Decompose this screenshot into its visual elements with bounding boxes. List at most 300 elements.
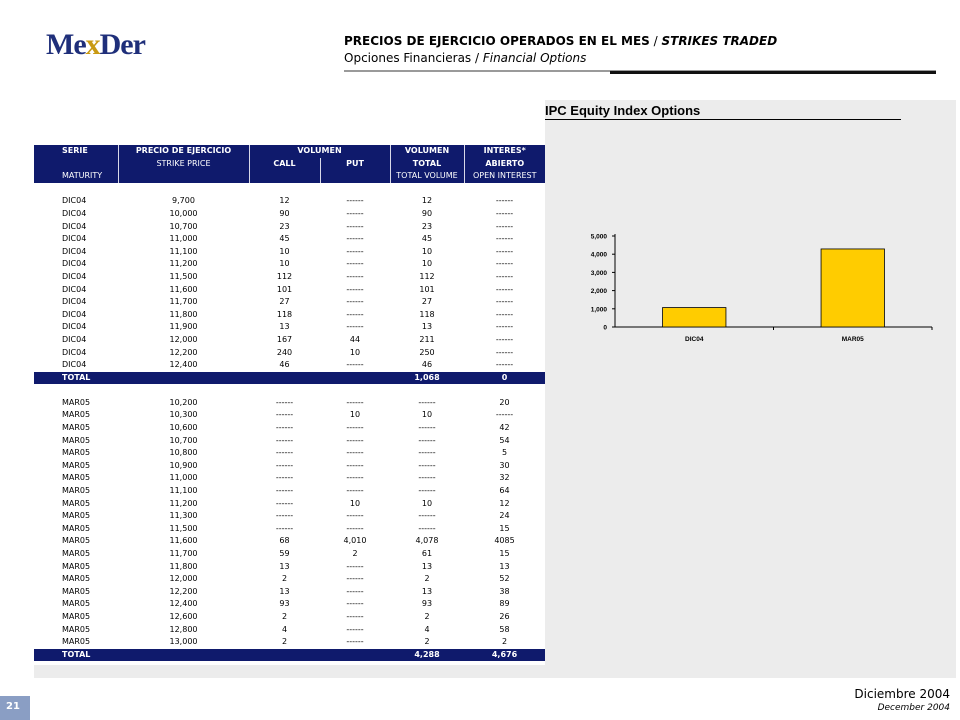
table-cell: ------ — [346, 448, 364, 458]
table-cell: MAR05 — [62, 586, 91, 596]
table-cell: DIC04 — [62, 234, 87, 244]
table-cell: 11,200 — [169, 498, 198, 508]
table-cell: ------ — [275, 448, 294, 458]
table-cell: 11,000 — [169, 473, 198, 483]
table-cell: 11,200 — [169, 259, 198, 269]
table-cell: ------ — [346, 637, 364, 647]
table-cell: MAR05 — [62, 460, 91, 470]
table-row — [34, 586, 545, 599]
table-cell: 10 — [421, 410, 433, 420]
table-row — [34, 422, 545, 435]
col-header-strike-price: STRIKE PRICE — [118, 158, 249, 171]
table-cell: ------ — [275, 410, 294, 420]
table-cell: DIC04 — [62, 334, 87, 344]
table-cell: ------ — [418, 397, 436, 407]
strikes-table-body — [34, 145, 545, 661]
table-row — [34, 409, 545, 422]
page-number: 21 — [6, 701, 20, 712]
table-cell: MAR05 — [62, 574, 91, 584]
table-cell: ------ — [275, 397, 294, 407]
bar-mar05 — [821, 249, 884, 327]
table-cell: 4 — [424, 624, 430, 634]
title-es: PRECIOS DE EJERCICIO OPERADOS EN EL MES — [344, 34, 650, 48]
table-cell: 2 — [424, 611, 430, 621]
table-cell: ------ — [346, 360, 364, 370]
table-cell: DIC04 — [62, 347, 87, 357]
y-tick-label: 3,000 — [590, 269, 607, 277]
table-cell: ------ — [418, 473, 436, 483]
table-row — [34, 435, 545, 448]
table-cell: 101 — [276, 284, 293, 294]
total-open-interest: 4,676 — [464, 649, 545, 662]
table-cell: 45 — [421, 234, 433, 244]
table-cell: 44 — [349, 334, 361, 344]
table-cell: 2 — [281, 611, 288, 621]
table-cell: ------ — [418, 523, 436, 533]
table-row — [34, 485, 545, 498]
table-cell: ------ — [346, 599, 364, 609]
table-row — [34, 561, 545, 574]
table-cell: 23 — [421, 221, 433, 231]
total-blank — [118, 649, 249, 662]
section-title-underline — [545, 119, 901, 120]
table-cell: 112 — [276, 271, 293, 281]
y-tick-label: 0 — [603, 324, 607, 332]
subtitle-separator: / — [471, 51, 483, 65]
table-cell: 4085 — [494, 536, 515, 546]
table-cell: 12 — [421, 196, 433, 206]
col-header-put: PUT — [320, 158, 390, 171]
table-cell: ------ — [418, 511, 436, 521]
table-cell: MAR05 — [62, 486, 91, 496]
table-cell: 4,078 — [415, 536, 439, 546]
table-cell: MAR05 — [62, 637, 91, 647]
table-cell: DIC04 — [62, 360, 87, 370]
table-cell: ------ — [495, 246, 514, 256]
spacer-row — [34, 384, 545, 397]
table-row — [34, 347, 545, 360]
table-cell: MAR05 — [62, 473, 91, 483]
table-cell: 10,800 — [169, 448, 198, 458]
table-cell: ------ — [495, 309, 514, 319]
table-cell: 240 — [276, 347, 293, 357]
table-cell: 13 — [279, 586, 290, 596]
spacer-row — [34, 183, 545, 196]
table-cell: DIC04 — [62, 221, 87, 231]
footer-date-en: December 2004 — [877, 703, 950, 713]
table-cell: ------ — [346, 523, 364, 533]
table-cell: ------ — [495, 334, 514, 344]
table-row — [34, 460, 545, 473]
table-cell: 30 — [499, 460, 510, 470]
table-row — [34, 472, 545, 485]
table-cell: MAR05 — [62, 448, 91, 458]
table-cell: ------ — [275, 523, 294, 533]
table-row — [34, 510, 545, 523]
table-cell: ------ — [275, 498, 294, 508]
table-cell: ------ — [495, 360, 514, 370]
table-cell: ------ — [346, 259, 364, 269]
table-cell: 45 — [279, 234, 290, 244]
table-cell: ------ — [346, 271, 364, 281]
table-cell: MAR05 — [62, 410, 91, 420]
table-row — [34, 296, 545, 309]
table-cell: DIC04 — [62, 246, 87, 256]
table-cell: ------ — [418, 435, 436, 445]
table-cell: ------ — [346, 322, 364, 332]
table-cell: 2 — [281, 637, 288, 647]
logo-text — [46, 28, 145, 61]
total-blank — [249, 649, 320, 662]
table-cell: DIC04 — [62, 309, 87, 319]
table-cell: ------ — [346, 221, 364, 231]
table-cell: 54 — [499, 435, 510, 445]
table-cell: 12,200 — [169, 586, 198, 596]
table-cell: MAR05 — [62, 599, 91, 609]
table-row — [34, 246, 545, 259]
table-cell: 10 — [279, 246, 290, 256]
table-cell: 58 — [499, 624, 510, 634]
table-cell: 11,100 — [169, 486, 198, 496]
spacer-cell — [34, 384, 545, 397]
total-row — [34, 649, 545, 662]
table-cell: ------ — [495, 196, 514, 206]
table-cell: MAR05 — [62, 624, 91, 634]
table-cell: 10 — [421, 498, 433, 508]
total-label: TOTAL — [34, 649, 118, 662]
table-cell: 118 — [276, 309, 293, 319]
table-cell: 11,700 — [169, 549, 198, 558]
table-cell: ------ — [495, 271, 514, 281]
table-cell: 250 — [419, 347, 435, 357]
table-cell: 11,300 — [169, 511, 198, 521]
table-cell: ------ — [495, 221, 514, 231]
table-cell: 11,000 — [169, 234, 198, 244]
subtitle-es: Opciones Financieras — [344, 51, 472, 65]
table-cell: ------ — [346, 435, 364, 445]
table-cell: MAR05 — [62, 397, 91, 407]
table-cell: 11,700 — [169, 297, 198, 307]
header-divider-bold — [610, 71, 936, 74]
table-cell: ------ — [495, 347, 514, 357]
col-header-total: TOTAL — [390, 158, 464, 171]
table-cell: 11,100 — [169, 246, 198, 256]
table-cell: 12 — [499, 498, 510, 508]
table-cell: MAR05 — [62, 611, 91, 621]
table-cell: 211 — [419, 334, 435, 344]
table-cell: 2 — [424, 574, 430, 584]
table-row — [34, 321, 545, 334]
table-cell: 4,010 — [343, 536, 367, 546]
y-tick-label: 4,000 — [590, 251, 607, 259]
table-row — [34, 523, 545, 536]
table-cell: 68 — [279, 536, 290, 546]
table-row — [34, 208, 545, 221]
table-row — [34, 598, 545, 611]
table-cell: 2 — [352, 549, 358, 558]
table-cell: MAR05 — [62, 536, 91, 546]
table-cell: 38 — [499, 586, 510, 596]
total-volume: 4,288 — [390, 649, 464, 662]
table-cell: ------ — [346, 208, 364, 218]
table-cell: ------ — [495, 234, 514, 244]
table-cell: 13 — [499, 561, 510, 571]
table-cell: 12,000 — [169, 334, 198, 344]
table-cell: MAR05 — [62, 549, 91, 558]
table-cell: MAR05 — [62, 523, 91, 533]
table-cell: ------ — [346, 511, 364, 521]
table-cell: ------ — [346, 284, 364, 294]
table-cell: 90 — [279, 208, 290, 218]
total-blank — [249, 372, 320, 385]
table-row — [34, 195, 545, 208]
table-cell: DIC04 — [62, 297, 87, 307]
table-cell: MAR05 — [62, 561, 91, 571]
table-cell: ------ — [418, 423, 436, 433]
table-cell: ------ — [346, 234, 364, 244]
table-cell: 11,500 — [169, 271, 198, 281]
col-header-volumen-total: VOLUMEN — [390, 145, 464, 158]
total-volume: 1,068 — [390, 372, 464, 385]
total-row — [34, 372, 545, 385]
table-cell: 112 — [419, 271, 435, 281]
table-cell: ------ — [346, 397, 364, 407]
total-blank — [320, 649, 390, 662]
title-en: STRIKES TRADED — [661, 34, 778, 48]
table-row — [34, 397, 545, 410]
table-cell: DIC04 — [62, 322, 87, 332]
table-cell: 12,200 — [169, 347, 198, 357]
section-title: IPC Equity Index Options — [545, 103, 701, 118]
table-row — [34, 271, 545, 284]
table-cell: 15 — [499, 523, 510, 533]
table-cell: MAR05 — [62, 498, 91, 508]
table-cell: 10,300 — [169, 410, 198, 420]
mexder-logo — [46, 28, 145, 64]
table-row — [34, 548, 545, 561]
table-cell: ------ — [346, 423, 364, 433]
table-header-row-3 — [34, 170, 545, 183]
table-cell: ------ — [275, 435, 294, 445]
table-cell: 10 — [349, 498, 361, 508]
table-cell: 61 — [421, 549, 433, 558]
table-cell: ------ — [275, 460, 294, 470]
table-cell: 13 — [279, 561, 290, 571]
table-cell: 2 — [424, 637, 430, 647]
table-cell: 93 — [421, 599, 433, 609]
table-cell: 42 — [499, 423, 510, 433]
table-cell: ------ — [495, 410, 514, 420]
table-cell: DIC04 — [62, 284, 87, 294]
table-row — [34, 535, 545, 548]
col-header-blank-2 — [118, 170, 249, 183]
total-open-interest: 0 — [464, 372, 545, 385]
col-header-precio: PRECIO DE EJERCICIO — [118, 145, 249, 158]
table-cell: 10 — [279, 259, 290, 269]
table-cell: ------ — [346, 611, 364, 621]
table-cell: ------ — [275, 473, 294, 483]
table-row — [34, 221, 545, 234]
page-title — [344, 34, 777, 48]
table-row — [34, 284, 545, 297]
total-blank — [320, 372, 390, 385]
table-cell: ------ — [346, 561, 364, 571]
table-cell: 27 — [421, 297, 433, 307]
col-header-maturity: MATURITY — [34, 170, 118, 183]
table-cell: 24 — [499, 511, 510, 521]
table-cell: 90 — [421, 208, 433, 218]
col-header-blank — [34, 158, 118, 171]
logo-part-me: Me — [46, 28, 86, 61]
table-cell: ------ — [495, 297, 514, 307]
table-cell: 4 — [281, 624, 288, 634]
table-row — [34, 258, 545, 271]
table-cell: 13 — [279, 322, 290, 332]
table-cell: 26 — [499, 611, 510, 621]
table-cell: 59 — [279, 549, 290, 558]
table-cell: ------ — [275, 423, 294, 433]
table-cell: MAR05 — [62, 511, 91, 521]
table-cell: 12 — [279, 196, 290, 206]
table-cell: 10 — [421, 259, 433, 269]
table-row — [34, 359, 545, 372]
table-cell: 13,000 — [169, 637, 198, 647]
table-cell: 13 — [421, 586, 433, 596]
table-cell: 167 — [276, 334, 293, 344]
table-row — [34, 573, 545, 586]
table-row — [34, 624, 545, 637]
col-header-blank-4 — [320, 170, 390, 183]
table-cell: 10,700 — [169, 221, 198, 231]
col-header-interes: INTERES* — [464, 145, 545, 158]
table-row — [34, 636, 545, 649]
table-cell: ------ — [495, 208, 514, 218]
col-header-volumen: VOLUMEN — [249, 145, 390, 158]
table-cell: 13 — [421, 561, 433, 571]
table-cell: ------ — [495, 284, 514, 294]
table-cell: 23 — [279, 221, 290, 231]
logo-part-der: Der — [99, 28, 145, 61]
table-cell: ------ — [346, 246, 364, 256]
table-cell: 10 — [349, 410, 361, 420]
strikes-table — [34, 145, 545, 661]
y-tick-label: 1,000 — [590, 306, 607, 314]
table-cell: 2 — [281, 574, 288, 584]
table-cell: ------ — [346, 473, 364, 483]
table-row — [34, 334, 545, 347]
table-cell: 101 — [419, 284, 435, 294]
table-cell: 12,000 — [169, 574, 198, 584]
spacer-cell — [34, 183, 545, 196]
table-cell: 5 — [501, 448, 508, 458]
table-cell: ------ — [346, 486, 364, 496]
table-header-row-2 — [34, 158, 545, 171]
table-cell: 11,500 — [169, 523, 198, 533]
table-cell: 11,900 — [169, 322, 198, 332]
table-cell: ------ — [418, 486, 436, 496]
x-tick-label: MAR05 — [841, 336, 864, 343]
table-cell: DIC04 — [62, 271, 87, 281]
table-row — [34, 498, 545, 511]
table-cell: 118 — [419, 309, 435, 319]
table-cell: 12,600 — [169, 611, 198, 621]
table-cell: ------ — [275, 486, 294, 496]
table-cell: DIC04 — [62, 196, 87, 206]
table-header-row-1 — [34, 145, 545, 158]
table-cell: 9,700 — [172, 196, 195, 206]
table-cell: ------ — [346, 297, 364, 307]
table-cell: ------ — [418, 448, 436, 458]
x-tick-label: DIC04 — [685, 336, 704, 343]
table-cell: 27 — [279, 297, 290, 307]
subtitle-en: Financial Options — [482, 51, 587, 65]
table-cell: ------ — [495, 259, 514, 269]
page-subtitle — [344, 51, 586, 65]
table-cell: 2 — [501, 637, 508, 647]
table-cell: 15 — [499, 549, 510, 558]
table-cell: ------ — [275, 511, 294, 521]
table-cell: ------ — [346, 196, 364, 206]
table-cell: 10,900 — [169, 460, 198, 470]
table-cell: 89 — [499, 599, 510, 609]
table-cell: 12,400 — [169, 360, 198, 370]
table-cell: ------ — [418, 460, 436, 470]
footer-date-es: Diciembre 2004 — [854, 687, 950, 701]
table-cell: 10,200 — [169, 397, 198, 407]
table-cell: 52 — [499, 574, 510, 584]
table-cell: DIC04 — [62, 208, 87, 218]
table-cell: MAR05 — [62, 423, 91, 433]
table-cell: 20 — [499, 397, 510, 407]
y-tick-label: 5,000 — [590, 233, 607, 241]
col-header-serie: SERIE — [34, 145, 118, 158]
table-cell: 11,600 — [169, 536, 198, 546]
total-label: TOTAL — [34, 372, 118, 385]
table-cell: 10,700 — [169, 435, 198, 445]
col-header-open-interest: OPEN INTEREST — [464, 170, 545, 183]
table-row — [34, 447, 545, 460]
table-cell: ------ — [346, 586, 364, 596]
table-cell: 12,800 — [169, 624, 198, 634]
volume-bar-chart — [560, 222, 940, 352]
logo-part-x: x — [85, 28, 100, 61]
table-row — [34, 611, 545, 624]
table-cell: ------ — [346, 574, 364, 584]
table-cell: 11,600 — [169, 284, 198, 294]
table-cell: 11,800 — [169, 309, 198, 319]
table-cell: 93 — [279, 599, 290, 609]
total-blank — [118, 372, 249, 385]
table-cell: ------ — [346, 624, 364, 634]
table-cell: 13 — [421, 322, 433, 332]
table-row — [34, 233, 545, 246]
table-cell: ------ — [346, 309, 364, 319]
table-cell: 46 — [421, 360, 433, 370]
table-cell: 10 — [421, 246, 433, 256]
table-cell: 64 — [499, 486, 510, 496]
col-header-total-volume: TOTAL VOLUME — [390, 170, 464, 183]
col-header-abierto: ABIERTO — [464, 158, 545, 171]
table-cell: MAR05 — [62, 435, 91, 445]
table-cell: 10,000 — [169, 208, 198, 218]
col-header-call: CALL — [249, 158, 320, 171]
table-cell: ------ — [495, 322, 514, 332]
table-cell: 32 — [499, 473, 510, 483]
table-cell: ------ — [346, 460, 364, 470]
bar-dic04 — [663, 308, 726, 327]
table-cell: 11,800 — [169, 561, 198, 571]
table-row — [34, 309, 545, 322]
